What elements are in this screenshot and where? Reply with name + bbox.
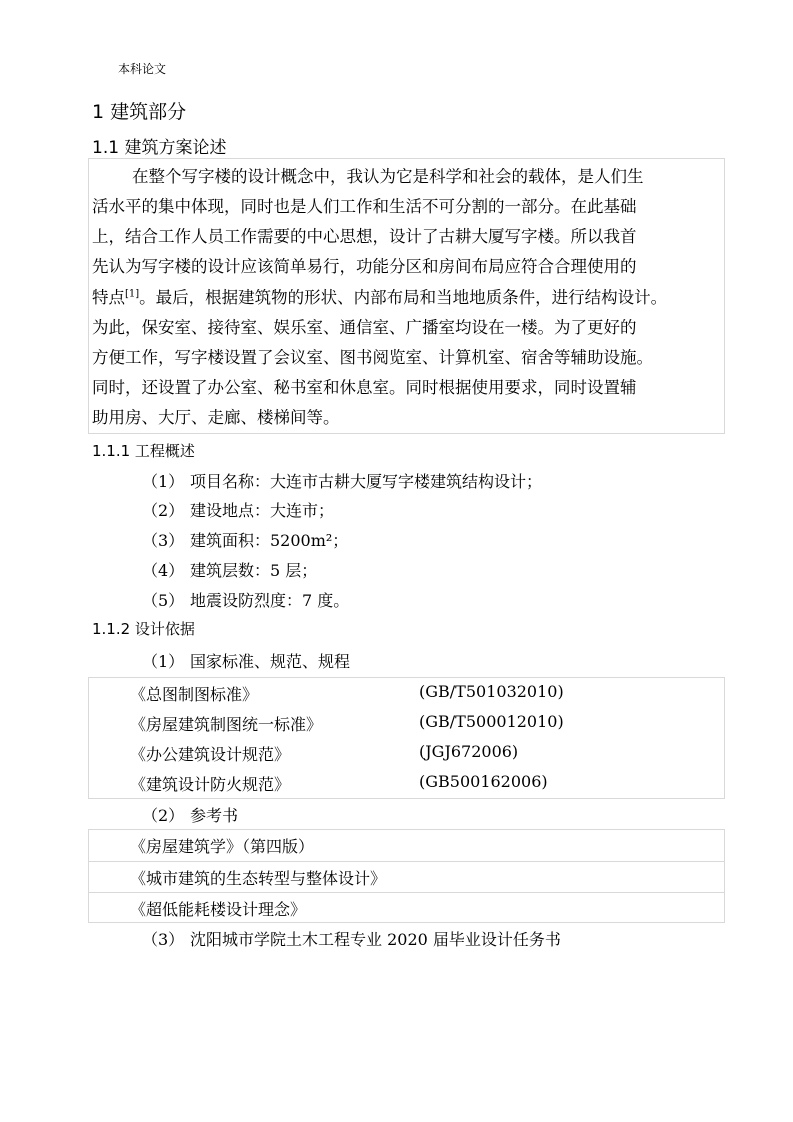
citation-ref[interactable]: [1] [125,288,140,300]
paragraph-text: 。最后，根据建筑物的形状、内部布局和当地地质条件，进行结构设计。 [139,288,668,307]
subsection-heading-basis: 1.1.2 设计依据 [92,620,195,638]
basis-item: （1） 国家标准、规范、规程 [142,652,351,671]
paragraph-line: 活水平的集中体现，同时也是人们工作和生活不可分割的一部分。在此基础 [92,197,637,216]
table-row: 《城市建筑的生态转型与整体设计》 [89,861,724,892]
table-row: 《建筑设计防火规范》 (GB500162006) [130,772,548,794]
paragraph-line: 助用房、大厅、走廊、楼梯间等。 [92,408,340,427]
paragraph-line: 为此，保安室、接待室、娱乐室、通信室、广播室均设在一楼。为了更好的 [92,318,637,337]
table-row: 《房屋建筑制图统一标准》 (GB/T500012010) [130,712,564,734]
basis-item: （3） 沈阳城市学院土木工程专业 2020 届毕业设计任务书 [142,930,561,949]
paragraph-line [92,284,667,308]
basis-item: （2） 参考书 [142,806,239,825]
paragraph-line: 方便工作，写字楼设置了会议室、图书阅览室、计算机室、宿舍等辅助设施。 [92,348,653,367]
table-row: 《超低能耗楼设计理念》 [89,892,724,923]
table-row: 《总图制图标准》 (GB/T501032010) [130,682,564,704]
paragraph-line: 在整个写字楼的设计概念中，我认为它是科学和社会的载体，是人们生 [132,167,644,186]
list-item: （1） 项目名称：大连市古耕大厦写字楼建筑结构设计； [142,472,543,491]
paragraph-line: 先认为写字楼的设计应该简单易行，功能分区和房间布局应符合合理使用的 [92,257,637,276]
chapter-heading: 1 建筑部分 [92,101,187,123]
paragraph-line: 上，结合工作人员工作需要的中心思想，设计了古耕大厦写字楼。所以我首 [92,227,637,246]
list-item: （4） 建筑层数：5 层； [142,561,318,580]
standards-table [88,677,725,799]
paragraph-line: 同时，还设置了办公室、秘书室和休息室。同时根据使用要求，同时设置辅 [92,378,637,397]
paragraph-text: 特点 [92,288,125,307]
page-header: 本科论文 [118,62,167,76]
list-item: （2） 建设地点：大连市； [142,501,335,520]
subsection-heading-overview: 1.1.1 工程概述 [92,442,195,460]
list-item: （3） 建筑面积：5200m²； [142,531,349,550]
table-row: 《房屋建筑学》（第四版） [130,837,315,856]
books-table [88,829,725,923]
section-heading: 1.1 建筑方案论述 [92,138,227,158]
table-row: 《办公建筑设计规范》 (JGJ672006) [130,742,519,764]
list-item: （5） 地震设防烈度：7 度。 [142,591,350,610]
